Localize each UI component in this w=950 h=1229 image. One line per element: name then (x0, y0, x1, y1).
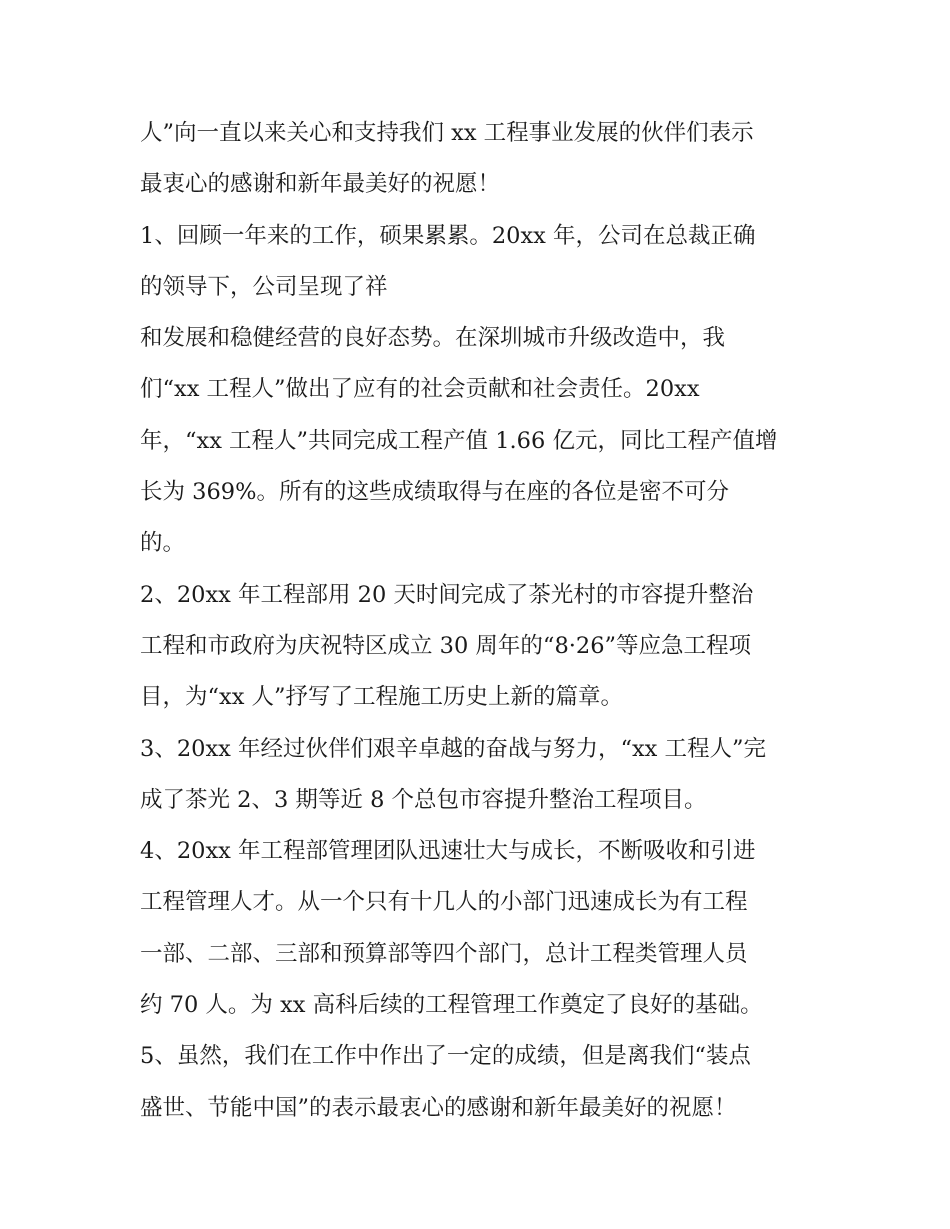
text-line: 最衷心的感谢和新年最美好的祝愿！ (140, 171, 501, 198)
text-line: 成了茶光 2、3 期等近 8 个总包市容提升整治工程项目。 (140, 786, 707, 813)
text-line: 目，为“xx 人”抒写了工程施工历史上新的篇章。 (140, 684, 624, 711)
text-line: 5、虽然，我们在工作中作出了一定的成绩，但是离我们“装点 (140, 1043, 751, 1070)
text-line: 长为 369%。所有的这些成绩取得与在座的各位是密不可分 (140, 479, 729, 506)
text-line: 4、20xx 年工程部管理团队迅速壮大与成长，不断吸收和引进 (140, 838, 756, 865)
text-line: 工程和市政府为庆祝特区成立 30 周年的“8·26”等应急工程项 (140, 632, 752, 659)
text-line: 们“xx 工程人”做出了应有的社会贡献和社会责任。20xx (140, 376, 700, 403)
text-line: 工程管理人才。从一个只有十几人的小部门迅速成长为有工程 (140, 889, 748, 916)
body-text (140, 108, 820, 1134)
text-line: 的。 (140, 530, 186, 557)
text-line: 盛世、节能中国”的表示最衷心的感谢和新年最美好的祝愿！ (140, 1094, 737, 1121)
text-line: 年，“xx 工程人”共同完成工程产值 1.66 亿元，同比工程产值增 (140, 427, 778, 454)
text-line: 3、20xx 年经过伙伴们艰辛卓越的奋战与努力，“xx 工程人”完 (140, 735, 767, 762)
text-line: 人”向一直以来关心和支持我们 xx 工程事业发展的伙伴们表示 (140, 120, 754, 146)
text-line: 约 70 人。为 xx 高科后续的工程管理工作奠定了良好的基础。 (140, 992, 763, 1019)
text-line: 和发展和稳健经营的良好态势。在深圳城市升级改造中，我 (140, 325, 726, 352)
text-line: 的领导下，公司呈现了祥 (140, 273, 388, 300)
text-line: 1、回顾一年来的工作，硕果累累。20xx 年，公司在总裁正确 (140, 222, 756, 249)
text-line: 2、20xx 年工程部用 20 天时间完成了茶光村的市容提升整治 (140, 581, 754, 608)
text-line: 一部、二部、三部和预算部等四个部门，总计工程类管理人员 (140, 940, 748, 967)
